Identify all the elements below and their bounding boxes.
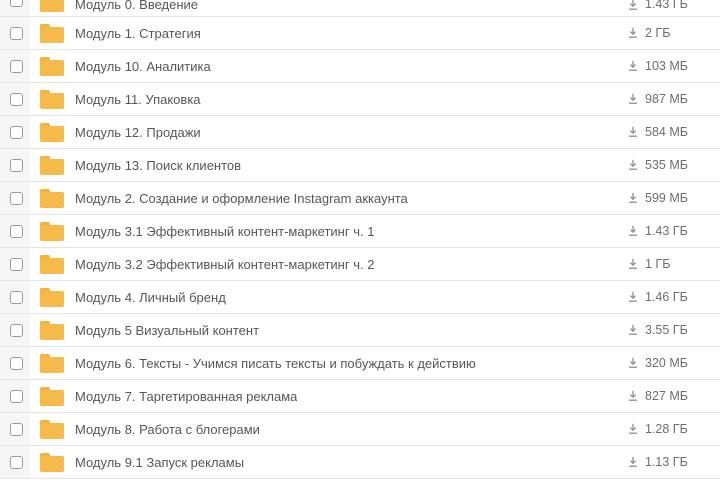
size-cell <box>627 0 720 16</box>
folder-icon <box>40 387 64 406</box>
size-cell <box>627 26 720 41</box>
row-checkbox[interactable] <box>10 357 23 370</box>
checkbox-cell <box>0 0 30 16</box>
download-button[interactable] <box>627 291 639 303</box>
download-button[interactable] <box>627 60 639 72</box>
size-cell <box>627 356 720 371</box>
folder-name: Модуль 6. Тексты - Учимся писать тексты и побуждать к действию <box>75 355 476 371</box>
download-icon <box>627 27 639 39</box>
checkbox-cell <box>0 182 30 214</box>
file-size: 599 МБ <box>645 190 688 205</box>
row-checkbox[interactable] <box>10 159 23 172</box>
file-size: 2 ГБ <box>645 25 671 40</box>
checkbox-cell <box>0 380 30 412</box>
download-button[interactable] <box>627 324 639 336</box>
download-button[interactable] <box>627 390 639 402</box>
file-size: 535 МБ <box>645 157 688 172</box>
download-button[interactable] <box>627 225 639 237</box>
folder-name: Модуль 2. Создание и оформление Instagram аккаунта <box>75 190 408 206</box>
row-checkbox[interactable] <box>10 291 23 304</box>
folder-name: Модуль 10. Аналитика <box>75 58 211 74</box>
folder-icon <box>40 354 64 373</box>
file-size: 1.28 ГБ <box>645 421 688 436</box>
size-cell <box>627 59 720 74</box>
folder-name: Модуль 7. Таргетированная реклама <box>75 388 298 404</box>
row-checkbox[interactable] <box>10 126 23 139</box>
checkbox-cell <box>0 413 30 445</box>
file-size: 1.46 ГБ <box>645 289 688 304</box>
checkbox-cell <box>0 149 30 181</box>
file-size: 1.43 ГБ <box>645 0 688 11</box>
file-row[interactable] <box>0 413 720 446</box>
download-icon <box>627 93 639 105</box>
file-row[interactable] <box>0 248 720 281</box>
size-cell <box>627 455 720 470</box>
row-checkbox[interactable] <box>10 456 23 469</box>
checkbox-cell <box>0 50 30 82</box>
checkbox-cell <box>0 446 30 478</box>
size-cell <box>627 125 720 140</box>
size-cell <box>627 422 720 437</box>
folder-icon <box>40 222 64 241</box>
size-cell <box>627 290 720 305</box>
folder-name: Модуль 5 Визуальный контент <box>75 322 260 338</box>
folder-icon <box>40 90 64 109</box>
download-icon <box>627 291 639 303</box>
download-icon <box>627 357 639 369</box>
download-button[interactable] <box>627 93 639 105</box>
folder-icon <box>40 0 64 12</box>
file-row[interactable] <box>0 0 720 17</box>
row-checkbox[interactable] <box>10 324 23 337</box>
file-row[interactable] <box>0 149 720 182</box>
folder-name: Модуль 4. Личный бренд <box>75 289 226 305</box>
file-row[interactable] <box>0 347 720 380</box>
checkbox-cell <box>0 83 30 115</box>
size-cell <box>627 191 720 206</box>
folder-icon <box>40 57 64 76</box>
row-checkbox[interactable] <box>10 423 23 436</box>
download-button[interactable] <box>627 27 639 39</box>
file-size: 3.55 ГБ <box>645 322 688 337</box>
folder-name: Модуль 11. Упаковка <box>75 91 201 107</box>
download-button[interactable] <box>627 423 639 435</box>
file-row[interactable] <box>0 314 720 347</box>
download-icon <box>627 159 639 171</box>
file-row[interactable] <box>0 446 720 479</box>
folder-name: Модуль 0. Введение <box>75 0 199 12</box>
download-icon <box>627 192 639 204</box>
folder-icon <box>40 420 64 439</box>
download-button[interactable] <box>627 192 639 204</box>
download-button[interactable] <box>627 456 639 468</box>
download-icon <box>627 60 639 72</box>
file-row[interactable] <box>0 380 720 413</box>
row-checkbox[interactable] <box>10 0 23 7</box>
row-checkbox[interactable] <box>10 27 23 40</box>
size-cell <box>627 92 720 107</box>
folder-icon <box>40 288 64 307</box>
size-cell <box>627 224 720 239</box>
folder-name: Модуль 3.2 Эффективный контент-маркетинг ч. 2 <box>75 256 375 272</box>
checkbox-cell <box>0 314 30 346</box>
checkbox-cell <box>0 281 30 313</box>
file-size: 1 ГБ <box>645 256 671 271</box>
file-size: 320 МБ <box>645 355 688 370</box>
file-row[interactable] <box>0 50 720 83</box>
file-size: 827 МБ <box>645 388 688 403</box>
download-icon <box>627 0 639 11</box>
download-icon <box>627 456 639 468</box>
row-checkbox[interactable] <box>10 225 23 238</box>
size-cell <box>627 158 720 173</box>
file-row[interactable] <box>0 116 720 149</box>
download-button[interactable] <box>627 126 639 138</box>
size-cell <box>627 323 720 338</box>
download-icon <box>627 423 639 435</box>
checkbox-cell <box>0 17 30 49</box>
download-button[interactable] <box>627 0 639 11</box>
file-row[interactable] <box>0 281 720 314</box>
download-button[interactable] <box>627 258 639 270</box>
folder-name: Модуль 12. Продажи <box>75 124 201 140</box>
row-checkbox[interactable] <box>10 258 23 271</box>
folder-icon <box>40 453 64 472</box>
file-row[interactable] <box>0 215 720 248</box>
folder-icon <box>40 156 64 175</box>
row-checkbox[interactable] <box>10 60 23 73</box>
download-icon <box>627 225 639 237</box>
checkbox-cell <box>0 116 30 148</box>
folder-name: Модуль 9.1 Запуск рекламы <box>75 454 245 470</box>
folder-name: Модуль 1. Стратегия <box>75 25 201 41</box>
size-cell <box>627 257 720 272</box>
download-icon <box>627 258 639 270</box>
download-button[interactable] <box>627 159 639 171</box>
folder-icon <box>40 321 64 340</box>
folder-icon <box>40 123 64 142</box>
checkbox-cell <box>0 248 30 280</box>
download-icon <box>627 324 639 336</box>
file-size: 987 МБ <box>645 91 688 106</box>
download-icon <box>627 126 639 138</box>
folder-name: Модуль 13. Поиск клиентов <box>75 157 242 173</box>
file-row[interactable] <box>0 182 720 215</box>
file-size: 584 МБ <box>645 124 688 139</box>
download-button[interactable] <box>627 357 639 369</box>
folder-icon <box>40 24 64 43</box>
file-size: 1.43 ГБ <box>645 223 688 238</box>
row-checkbox[interactable] <box>10 192 23 205</box>
checkbox-cell <box>0 215 30 247</box>
size-cell <box>627 389 720 404</box>
row-checkbox[interactable] <box>10 93 23 106</box>
file-size: 103 МБ <box>645 58 688 73</box>
folder-name: Модуль 3.1 Эффективный контент-маркетинг ч. 1 <box>75 223 375 239</box>
folder-name: Модуль 8. Работа с блогерами <box>75 421 260 437</box>
download-icon <box>627 390 639 402</box>
file-row[interactable] <box>0 17 720 50</box>
row-checkbox[interactable] <box>10 390 23 403</box>
folder-icon <box>40 255 64 274</box>
checkbox-cell <box>0 347 30 379</box>
folder-icon <box>40 189 64 208</box>
file-size: 1.13 ГБ <box>645 454 688 469</box>
file-row[interactable] <box>0 83 720 116</box>
